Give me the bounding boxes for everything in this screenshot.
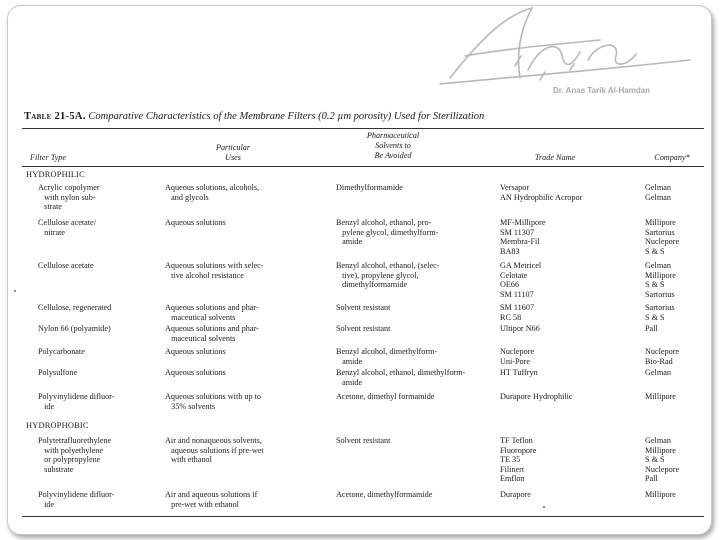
header-filter-type: Filter Type <box>30 153 66 162</box>
table-caption: Comparative Characteristics of the Membrane Filters (0.2 µm porosity) Used for Sterilization <box>88 111 485 122</box>
header-bottom-rule <box>22 166 704 167</box>
cell-solvents: Benzyl alcohol, ethanol, pro- pylene glycol, dimethylform- amide <box>336 218 439 247</box>
cell-company: Millipore <box>645 490 676 499</box>
cell-trade-name: GA Metricel Celotate OE66 SM 11107 <box>500 261 542 299</box>
cell-company: Millipore <box>645 392 676 401</box>
cell-trade-name: Nuclepore Uni-Pore <box>500 347 535 366</box>
cell-solvents: Acetone, dimethylformamide <box>336 490 433 499</box>
cell-uses: Air and nonaqueous solvents, aqueous solutions if pre-wet with ethanol <box>165 436 264 465</box>
cell-uses: Aqueous solutions and phar- maceutical solvents <box>165 303 259 322</box>
cell-filter-type: Acrylic copolymer with nylon sub- strate <box>38 183 100 212</box>
header-company: Company* <box>654 153 690 162</box>
table-top-rule <box>22 128 704 129</box>
cell-trade-name: Versapor AN Hydrophilic Acropor <box>500 183 583 202</box>
cell-company: Gelman <box>645 368 671 377</box>
header-solvents: Pharmaceutical Solvents to Be Avoided <box>366 131 420 160</box>
header-trade-name: Trade Name <box>534 153 576 162</box>
cell-solvents: Solvent resistant <box>336 436 391 445</box>
cell-uses: Aqueous solutions and phar- maceutical solvents <box>165 324 259 343</box>
cell-trade-name: Ultipor N66 <box>500 324 540 333</box>
cell-uses: Aqueous solutions <box>165 218 226 227</box>
cell-uses: Aqueous solutions <box>165 368 226 377</box>
cell-solvents: Benzyl alcohol, ethanol, (selec- tive), propylene glycol, dimethylformamide <box>336 261 440 290</box>
cell-filter-type: Polytetrafluorethylene with polyethylene or polypropylene substrate <box>38 436 112 474</box>
cell-filter-type: Nylon 66 (polyamide) <box>38 324 111 333</box>
cell-company: Pall <box>645 324 658 333</box>
cell-filter-type: Polysulfone <box>38 368 78 377</box>
cell-company: Gelman Millipore S & S Nuclepore Pall <box>645 436 680 484</box>
cell-filter-type: Cellulose acetate/ nitrate <box>38 218 96 237</box>
header-uses: Particular Uses <box>215 143 251 162</box>
scan-speck <box>14 290 16 292</box>
table-bottom-rule <box>22 516 704 517</box>
table-title <box>24 111 704 122</box>
cell-uses: Aqueous solutions with selec- tive alcohol resistance <box>165 261 264 280</box>
section-heading-hydrophobic: HYDROPHOBIC <box>26 421 89 430</box>
cell-uses: Aqueous solutions, alcohols, and glycols <box>165 183 260 202</box>
cell-filter-type: Cellulose, regenerated <box>38 303 112 312</box>
cell-trade-name: SM 11607 RC 58 <box>500 303 535 322</box>
cell-uses: Air and aqueous solutions if pre-wet with ethanol <box>165 490 258 509</box>
cell-filter-type: Polyvinylidene difluor- ide <box>38 490 115 509</box>
cell-solvents: Benzyl alcohol, ethanol, dimethylform- amide <box>336 368 466 387</box>
cell-trade-name: MF-Millipore SM 11307 Membra-Fil BA83 <box>500 218 546 256</box>
cell-solvents: Benzyl alcohol, dimethylform- amide <box>336 347 438 366</box>
cell-filter-type: Polyvinylidene difluor- ide <box>38 392 115 411</box>
cell-solvents: Dimethylformamide <box>336 183 403 192</box>
cell-trade-name: Durapore Hydrophilic <box>500 392 573 401</box>
cell-solvents: Acetone, dimethyl formamide <box>336 392 435 401</box>
cell-company: Millipore Sartorius Nuclepore S & S <box>645 218 680 256</box>
cell-company: Sartorius S & S <box>645 303 675 322</box>
cell-company: Gelman Millipore S & S Sartorius <box>645 261 676 299</box>
watermark-caption: Dr. Anas Tarik Al-Hamdan <box>553 86 651 95</box>
cell-trade-name: HT Tuffryn <box>500 368 538 377</box>
cell-company: Nuclepore Bio-Rad <box>645 347 680 366</box>
table-label: Table 21-5A. <box>24 111 86 122</box>
cell-uses: Aqueous solutions <box>165 347 226 356</box>
cell-trade-name: Durapore <box>500 490 531 499</box>
cell-company: Gelman Gelman <box>645 183 671 202</box>
scan-speck <box>543 506 545 508</box>
section-heading-hydrophilic: HYDROPHILIC <box>26 170 85 179</box>
cell-solvents: Solvent resistant <box>336 303 391 312</box>
cell-solvents: Solvent resistant <box>336 324 391 333</box>
cell-filter-type: Polycarbonate <box>38 347 85 356</box>
cell-filter-type: Cellulose acetate <box>38 261 94 270</box>
cell-trade-name: TF Teflon Fluoropore TE 35 Filinert Emflon <box>500 436 537 484</box>
cell-uses: Aqueous solutions with up to 35% solvents <box>165 392 261 411</box>
